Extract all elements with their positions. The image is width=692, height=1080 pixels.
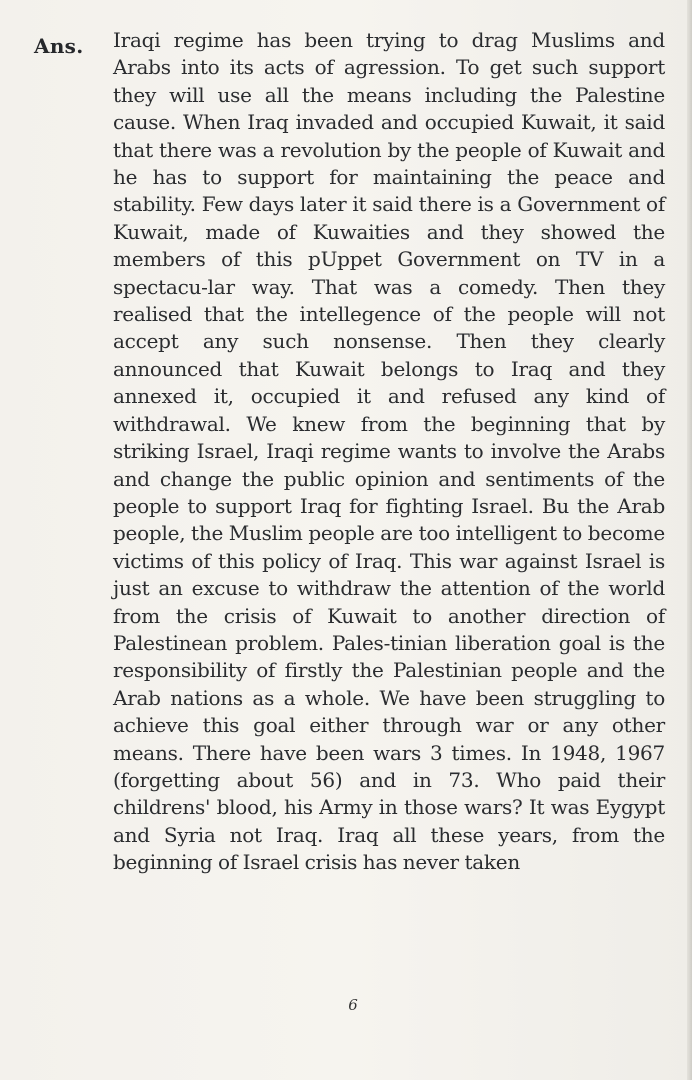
answer-label: Ans. [34,34,84,58]
page-edge [687,0,692,1080]
page-number: 6 [348,996,358,1014]
answer-paragraph: Iraqi regime has been trying to drag Muslims and Arabs into its acts of agression. To get such support they will use all the means including the Palestine cause. When Iraq invaded and occupied Kuwait, it said that there was a revolution by the people of Kuwait and he has to support for maintaining the peace and stability. Few days later it said there is a Government of Kuwait, made of Kuwaities and they showed the members of this pUppet Government on TV in a spectacu-lar way. That was a comedy. Then they realised that the intellegence of the people will not accept any such nonsense. Then they clearly announced that Kuwait belongs to Iraq and they annexed it, occupied it and refused any kind of withdrawal. We knew from the beginning that by striking Israel, Iraqi regime wants to involve the Arabs and change the public opinion and sentiments of the people to support Iraq for fighting Israel. Bu the Arab people, the Muslim people are too intelligent to become victims of this policy of Iraq. This war against Israel is just an excuse to withdraw the attention of the world from the crisis of Kuwait to another direction of Palestinean problem. Pales-tinian liberation goal is the responsibility of firstly the Palestinian people and the Arab nations as a whole. We have been struggling to achieve this goal either through war or any other means. There have been wars 3 times. In 1948, 1967 (forgetting about 56) and in 73. Who paid their childrens' blood, his Army in those wars? It was Eygypt and Syria not Iraq. Iraq all these years, from the beginning of Israel crisis has never taken [113,28,665,875]
